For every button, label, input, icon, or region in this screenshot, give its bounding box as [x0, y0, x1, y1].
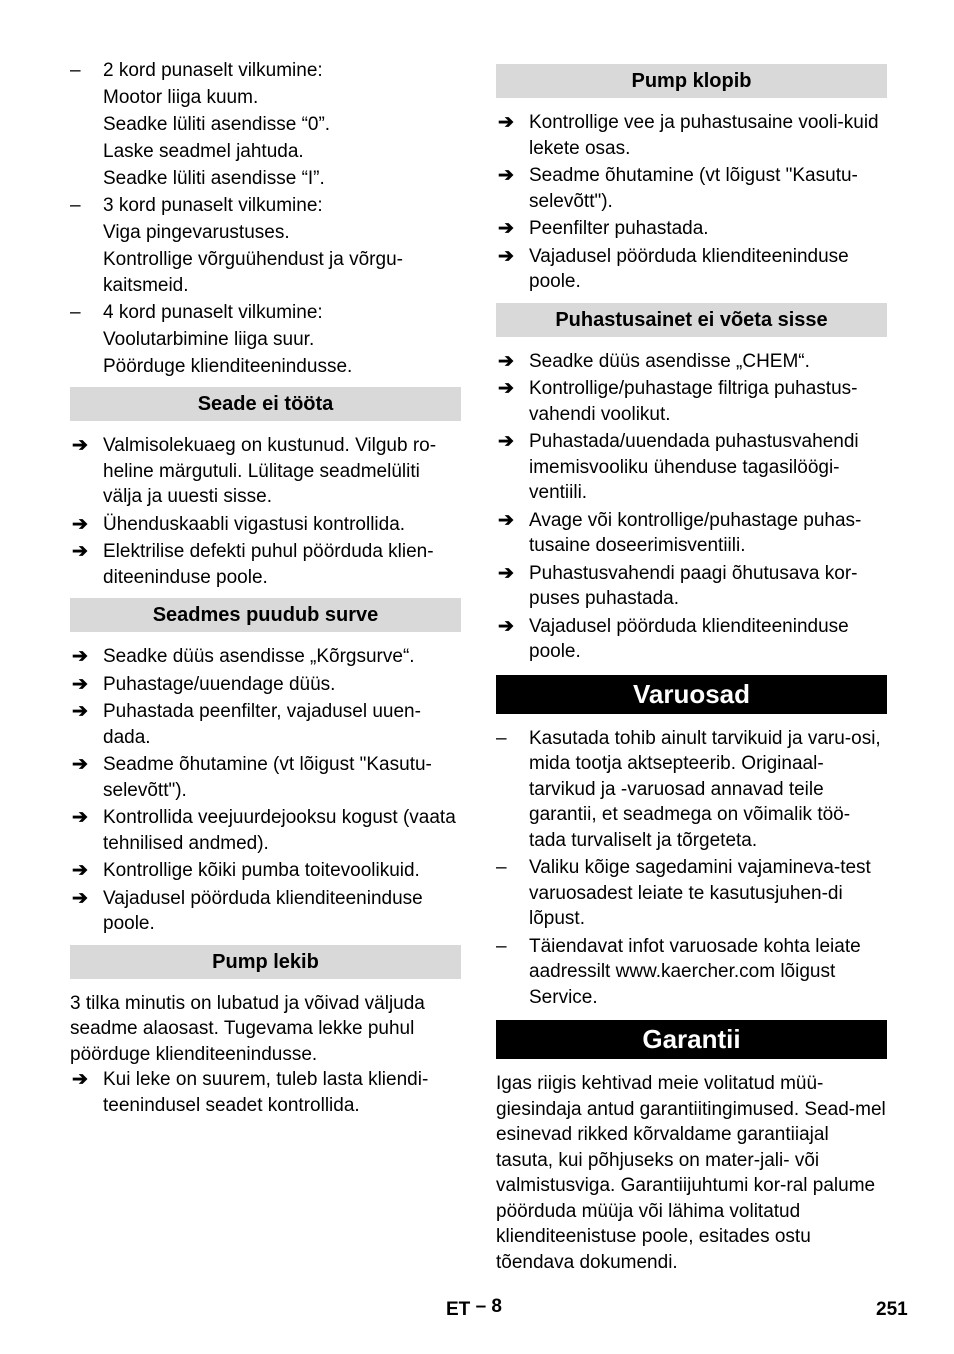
list-item: ➔ Vajadusel pöörduda klienditeeninduse poole. [72, 887, 423, 934]
list-item: ➔ Puhastage/uuendage düüs. [70, 672, 461, 698]
list-item: ➔ Seadke düüs asendisse „CHEM“. [496, 349, 887, 375]
section-heading: Seade ei tööta [70, 387, 461, 421]
dash-icon: – [496, 727, 507, 749]
paragraph: 3 tilka minutis on lubatud ja võivad väljuda seadme alaosast. Tugevama lekke puhul pöörduge klienditeenindusse. [70, 992, 425, 1065]
list-line: Voolutarbimine liiga suur. [103, 328, 315, 350]
list-item: ➔ Valmisolekuaeg on kustunud. Vilgub ro-heline märgutuli. Lülitage seadmelüliti välja ja uuesti sisse. [72, 435, 437, 507]
arrow-right-icon: ➔ [498, 245, 514, 267]
arrow-right-icon: ➔ [498, 378, 514, 399]
section-heading: Pump klopib [496, 64, 887, 98]
list-item: – Kasutada tohib ainult tarvikuid ja varu-osi, mida tootja aktsepteerib. Originaal-tarvikud ja -varuosad annavad teile garantii, et seadmega on võimalik töö-tada turvaliselt ja tõrgeteta. [496, 727, 881, 851]
footer-section-code [446, 1297, 502, 1323]
list-line: Mootor liiga kuum. [103, 87, 259, 108]
arrow-right-icon: ➔ [498, 615, 514, 637]
list-item: ➔ Peenfilter puhastada. [496, 216, 887, 242]
list-item: ➔ Ühenduskaabli vigastusi kontrollida. [70, 512, 461, 538]
arrow-right-icon: ➔ [498, 218, 514, 239]
arrow-right-icon: ➔ [72, 860, 88, 881]
list-item: ➔ Avage või kontrollige/puhastage puhas-tusaine doseerimisventiili. [498, 509, 862, 556]
list-item: ➔ Puhastada/uuendada puhastusvahendi imemisvooliku ühenduse tagasilöögi-ventiili. [498, 431, 859, 503]
list-line: Viga pingevarustuses. [103, 222, 290, 243]
list-item: ➔ Kontrollige vee ja puhastusaine vooli-kuid lekete osas. [498, 112, 879, 159]
dash-icon: – [70, 195, 81, 216]
list-item: – Täiendavat infot varuosade kohta leiate aadressilt www.kaercher.com lõigust Service. [496, 935, 861, 1008]
arrow-right-icon: ➔ [498, 350, 514, 372]
arrow-right-icon: ➔ [72, 513, 88, 535]
list-line: Seadke lüliti asendisse “I”. [103, 168, 325, 189]
list-item: ➔ Kontrollige/puhastage filtriga puhastus-vahendi voolikut. [498, 378, 858, 425]
left-column [70, 58, 461, 1120]
list-item: ➔ Elektrilise defekti puhul pöörduda klien-diteeninduse poole. [72, 541, 434, 588]
list-item: ➔ Kui leke on suurem, tuleb lasta kliendi-teenindusel seadet kontrollida. [72, 1069, 429, 1116]
list-item: ➔ Kontrollige kõiki pumba toitevoolikuid. [70, 858, 461, 884]
footer-lang: ET [446, 1299, 471, 1320]
page-number: 251 [876, 1299, 908, 1320]
list-line: 2 kord punaselt vilkumine: [103, 60, 323, 81]
list-line: Pöörduge klienditeenindusse. [103, 355, 353, 377]
list-item: ➔ Vajadusel pöörduda klienditeeninduse poole. [498, 245, 849, 292]
right-column [496, 64, 887, 1275]
list-item: ➔ Seadke düüs asendisse „Kõrgsurve“. [70, 644, 461, 670]
list-line: Kontrollige võrguühendust ja võrgu-kaitsmeid. [103, 249, 403, 296]
arrow-right-icon: ➔ [72, 1069, 88, 1090]
arrow-right-icon: ➔ [498, 112, 514, 133]
arrow-right-icon: ➔ [72, 646, 88, 667]
arrow-right-icon: ➔ [72, 435, 88, 456]
arrow-right-icon: ➔ [72, 754, 88, 775]
dash-icon: – [70, 301, 81, 323]
list-item: ➔ Seadme õhutamine (vt lõigust "Kasutu-selevõtt"). [72, 754, 432, 801]
paragraph: Igas riigis kehtivad meie volitatud müü-giesindaja antud garantiitingimused. Sead-mel esinevad rikked kõrvaldame garantiiajal tasuta, kui põhjuseks on mater-jali- või valmistusviga. Garantiijuhtumi kor-ral palume pöörduda müüja või lähima volitatud klienditeenistuse poole, esitades ostu tõendava dokumendi. [496, 1073, 886, 1273]
dash-icon: – [496, 935, 507, 957]
arrow-right-icon: ➔ [498, 562, 514, 584]
list-item [70, 300, 461, 380]
arrow-right-icon: ➔ [72, 807, 88, 828]
list-item: ➔ Vajadusel pöörduda klienditeeninduse poole. [498, 615, 849, 662]
section-heading: Puhastusainet ei võeta sisse [496, 303, 887, 337]
arrow-right-icon: ➔ [72, 701, 88, 722]
list-line: 3 kord punaselt vilkumine: [103, 195, 323, 216]
list-item: ➔ Puhastusvahendi paagi õhutusava kor-puses puhastada. [498, 562, 858, 609]
arrow-right-icon: ➔ [498, 165, 514, 186]
arrow-right-icon: ➔ [498, 431, 514, 452]
footer-section-number: – 8 [475, 1296, 502, 1317]
arrow-right-icon: ➔ [72, 673, 88, 695]
list-item: ➔ Puhastada peenfilter, vajadusel uuen-dada. [72, 701, 421, 748]
arrow-right-icon: ➔ [72, 887, 88, 909]
list-line: Seadke lüliti asendisse “0”. [103, 114, 331, 135]
section-heading: Seadmes puudub surve [70, 598, 461, 632]
chapter-heading: Garantii [496, 1020, 887, 1059]
list-line: 4 kord punaselt vilkumine: [103, 301, 323, 323]
list-item: ➔ Seadme õhutamine (vt lõigust "Kasutu-selevõtt"). [498, 165, 858, 212]
arrow-right-icon: ➔ [498, 509, 514, 531]
section-heading: Pump lekib [70, 945, 461, 979]
list-line: Laske seadmel jahtuda. [103, 141, 304, 162]
list-item [70, 193, 461, 298]
arrow-right-icon: ➔ [72, 541, 88, 562]
list-item: – Valiku kõige sagedamini vajamineva-test varuosadest leiate te kasutusjuhen-di lõpust. [496, 857, 871, 929]
list-item: ➔ Kontrollida veejuurdejooksu kogust (vaata tehnilised andmed). [72, 807, 456, 854]
chapter-heading: Varuosad [496, 675, 887, 714]
dash-icon: – [496, 857, 507, 878]
dash-icon: – [70, 60, 81, 81]
list-item [70, 58, 461, 192]
